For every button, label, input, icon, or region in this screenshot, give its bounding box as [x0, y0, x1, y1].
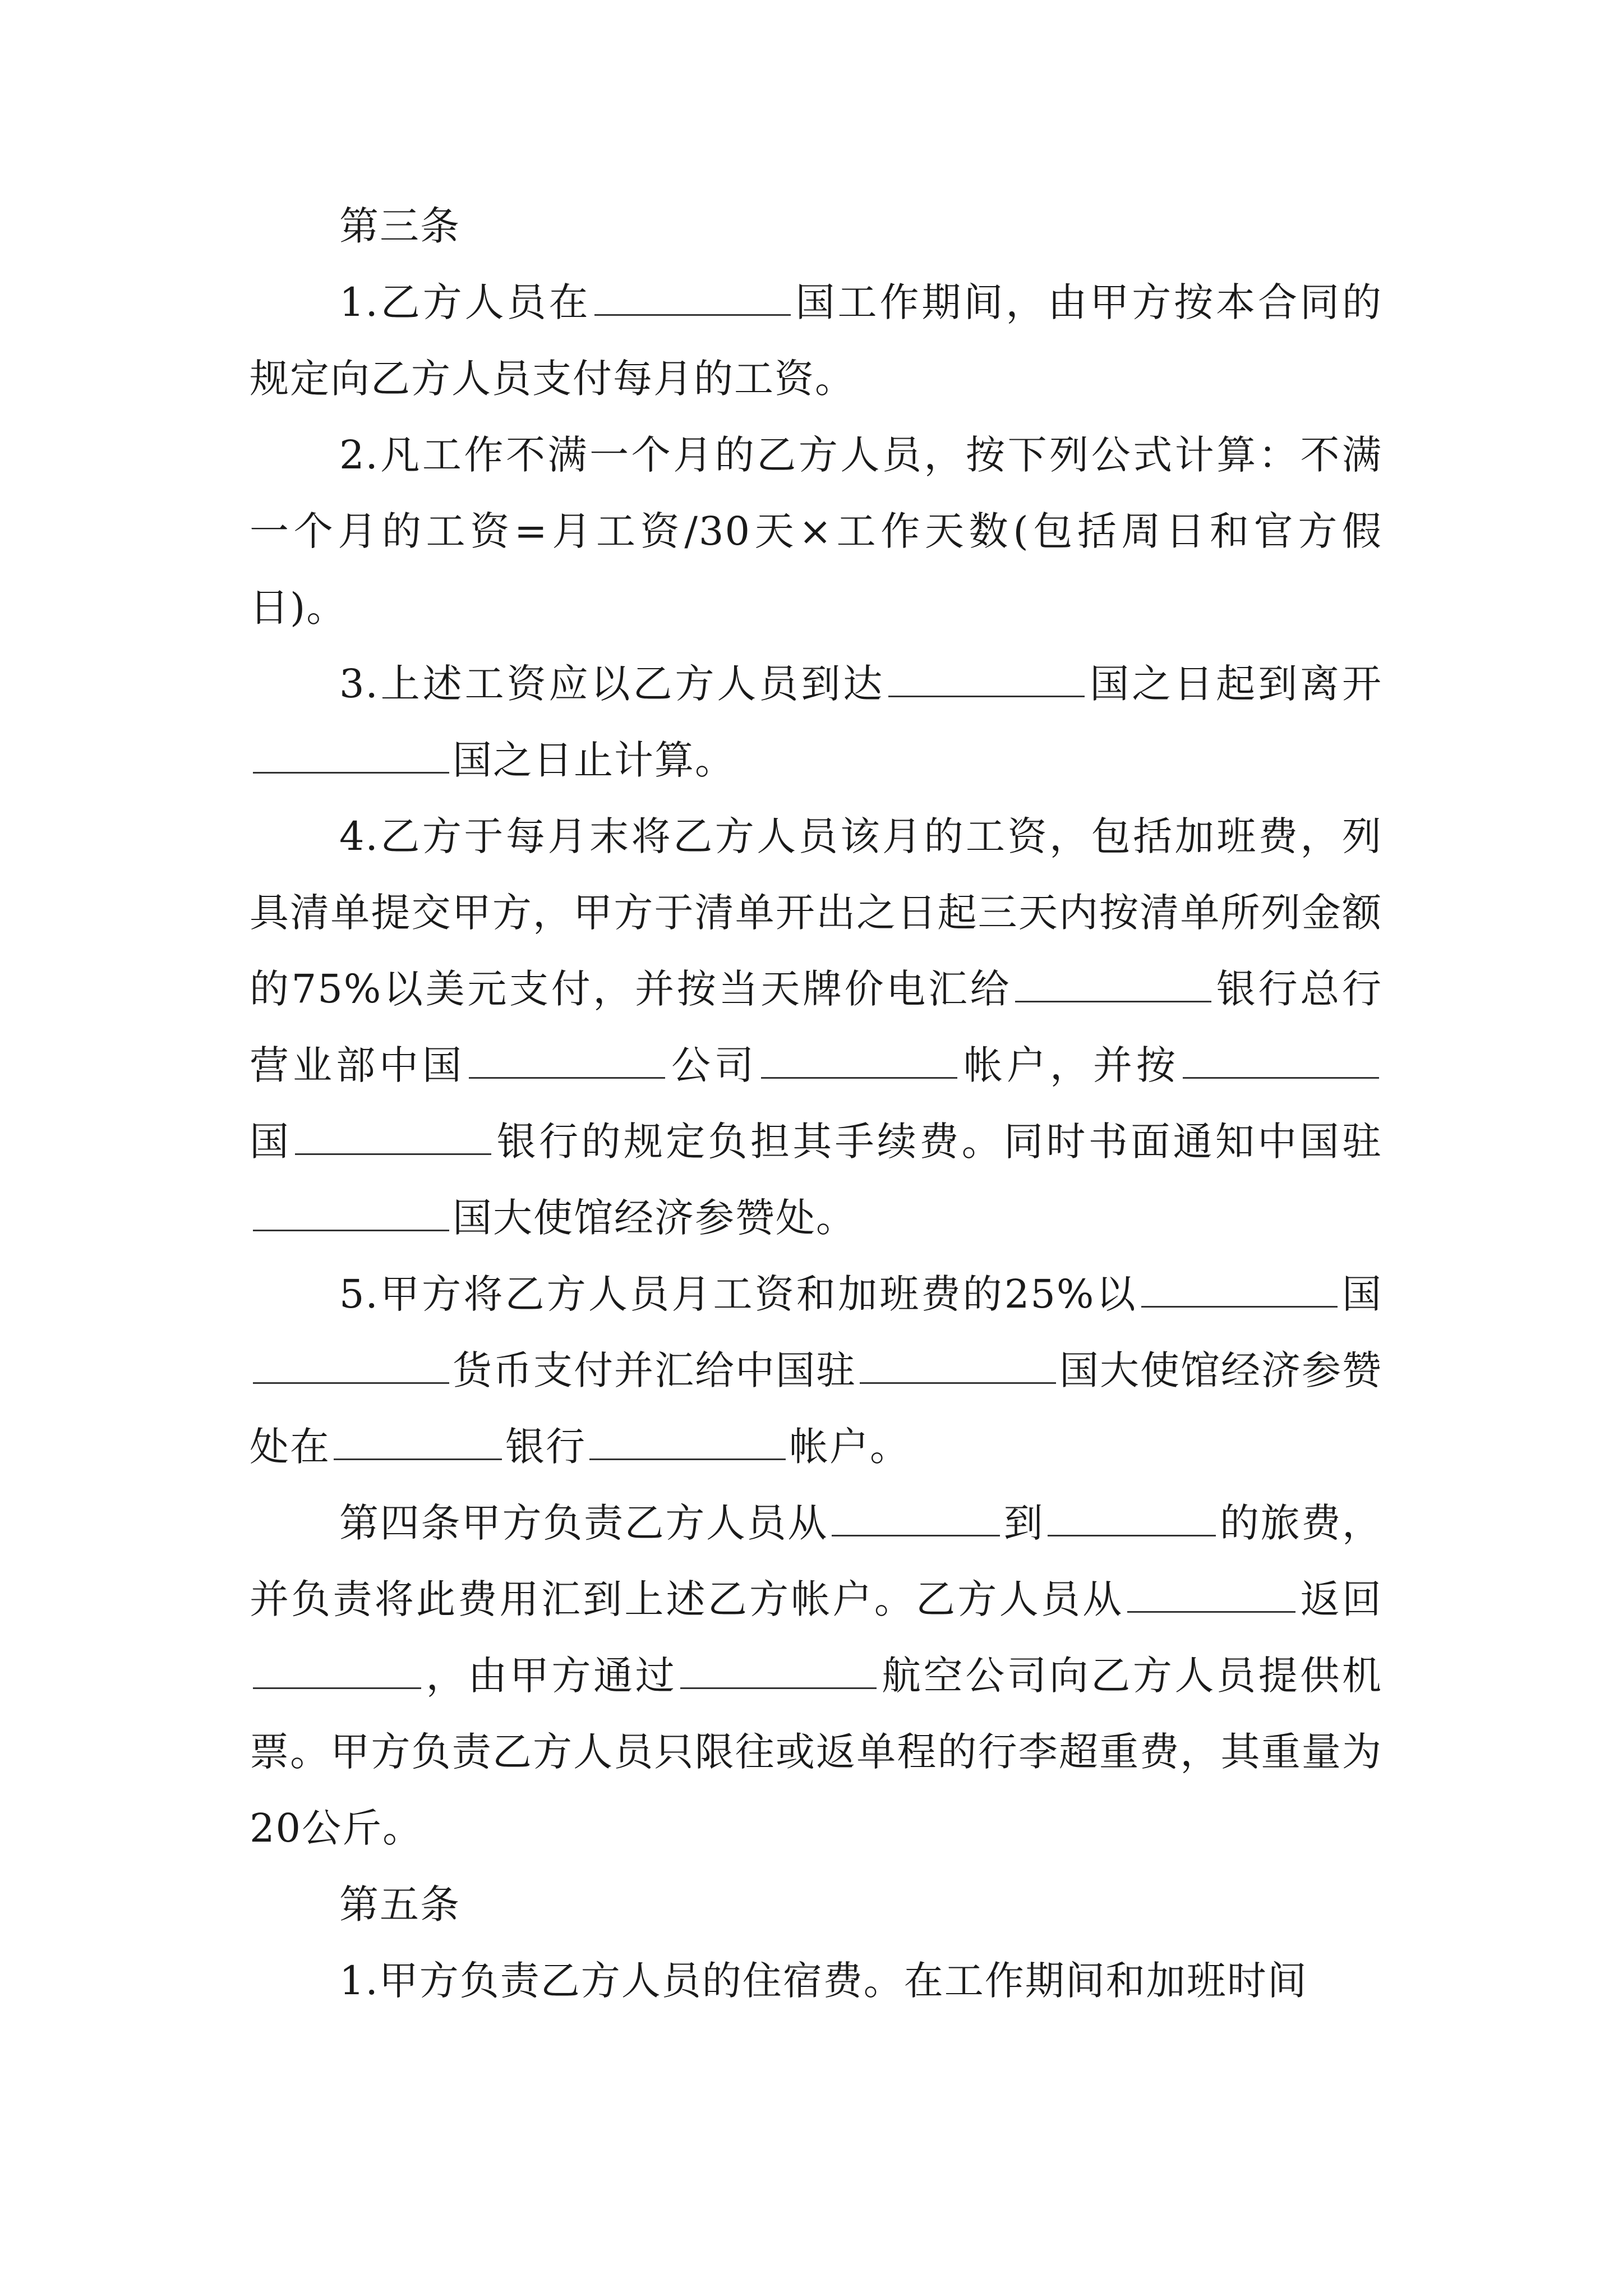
paragraph-3-3 — [250, 646, 1382, 798]
paragraph-article-4 — [250, 1485, 1382, 1866]
text-segment: 国 — [250, 1119, 292, 1165]
text-segment: 帐户。 — [789, 1424, 910, 1470]
text-segment: 银行总行营业部中国 — [250, 966, 1382, 1088]
fill-in-blank — [253, 733, 449, 774]
fill-in-blank — [680, 1648, 877, 1689]
fill-in-blank — [1048, 1496, 1216, 1536]
document-body — [250, 188, 1382, 2019]
paragraph-3-2 — [250, 417, 1382, 646]
fill-in-blank — [253, 1343, 449, 1384]
text-segment: 3.上述工资应以乙方人员到达 — [339, 661, 886, 707]
text-segment: 返回 — [1299, 1576, 1383, 1622]
fill-in-blank — [334, 1419, 502, 1460]
fill-in-blank — [1127, 1572, 1295, 1613]
paragraph-3-5 — [250, 1256, 1382, 1485]
fill-in-blank — [1015, 961, 1211, 1002]
text-segment: 银行的规定负担其手续费。同时书面通知中国驻 — [495, 1119, 1383, 1165]
fill-in-blank — [253, 1190, 449, 1231]
text-segment: 公司 — [668, 1042, 758, 1088]
text-segment: 银行 — [505, 1424, 586, 1470]
fill-in-blank — [253, 1648, 421, 1689]
text-segment: ，由甲方通过 — [425, 1653, 677, 1699]
text-segment: 第三条 — [339, 203, 460, 249]
paragraph-article-3-heading — [250, 188, 1382, 264]
paragraph-5-1 — [250, 1943, 1382, 2019]
text-segment: 第五条 — [339, 1881, 460, 1927]
fill-in-blank — [832, 1496, 1000, 1536]
text-segment: 2.凡工作不满一个月的乙方人员，按下列公式计算：不满一个月的工资=月工资/30天×工作天数(包括周日和官方假日)。 — [250, 432, 1382, 631]
fill-in-blank — [860, 1343, 1056, 1384]
fill-in-blank — [469, 1038, 665, 1079]
paragraph-3-1 — [250, 264, 1382, 417]
text-segment: 国之日止计算。 — [453, 737, 735, 783]
fill-in-blank — [888, 656, 1085, 697]
fill-in-blank — [594, 275, 791, 316]
fill-in-blank — [1183, 1038, 1379, 1079]
text-segment: 的旅费，并负责将此费用汇到上述乙方帐户。乙方人员从 — [250, 1500, 1383, 1622]
text-segment: 货币支付并汇给中国驻 — [453, 1347, 856, 1393]
text-segment: 第四条甲方负责乙方人员从 — [339, 1500, 828, 1546]
fill-in-blank — [295, 1114, 491, 1155]
text-segment: 1.甲方负责乙方人员的住宿费。在工作期间和加班时间 — [339, 1958, 1308, 2004]
text-segment: 国大使馆经济参赞处在 — [250, 1347, 1382, 1470]
text-segment: 国 — [1340, 1271, 1383, 1317]
text-segment: 航空公司向乙方人员提供机票。甲方负责乙方人员只限往或返单程的行李超重费，其重量为20公斤。 — [250, 1653, 1383, 1851]
text-segment: 国之日起到离开 — [1088, 661, 1383, 707]
text-segment: 国工作期间，由甲方按本合同的规定向乙方人员支付每月的工资。 — [250, 279, 1383, 402]
text-segment: 国大使馆经济参赞处。 — [453, 1195, 856, 1241]
fill-in-blank — [761, 1038, 957, 1079]
fill-in-blank — [1141, 1267, 1338, 1308]
text-segment: 5.甲方将乙方人员月工资和加班费的25%以 — [339, 1271, 1138, 1317]
text-segment: 帐户，并按 — [961, 1042, 1179, 1088]
text-segment: 4.乙方于每月末将乙方人员该月的工资，包括加班费，列具清单提交甲方，甲方于清单开出之日起三天内按清单所列金额的75%以美元支付，并按当天牌价电汇给 — [250, 813, 1382, 1012]
text-segment: 到 — [1003, 1500, 1045, 1546]
paragraph-3-4 — [250, 798, 1382, 1256]
fill-in-blank — [589, 1419, 786, 1460]
paragraph-article-5-heading — [250, 1866, 1382, 1943]
text-segment: 1.乙方人员在 — [339, 279, 591, 325]
